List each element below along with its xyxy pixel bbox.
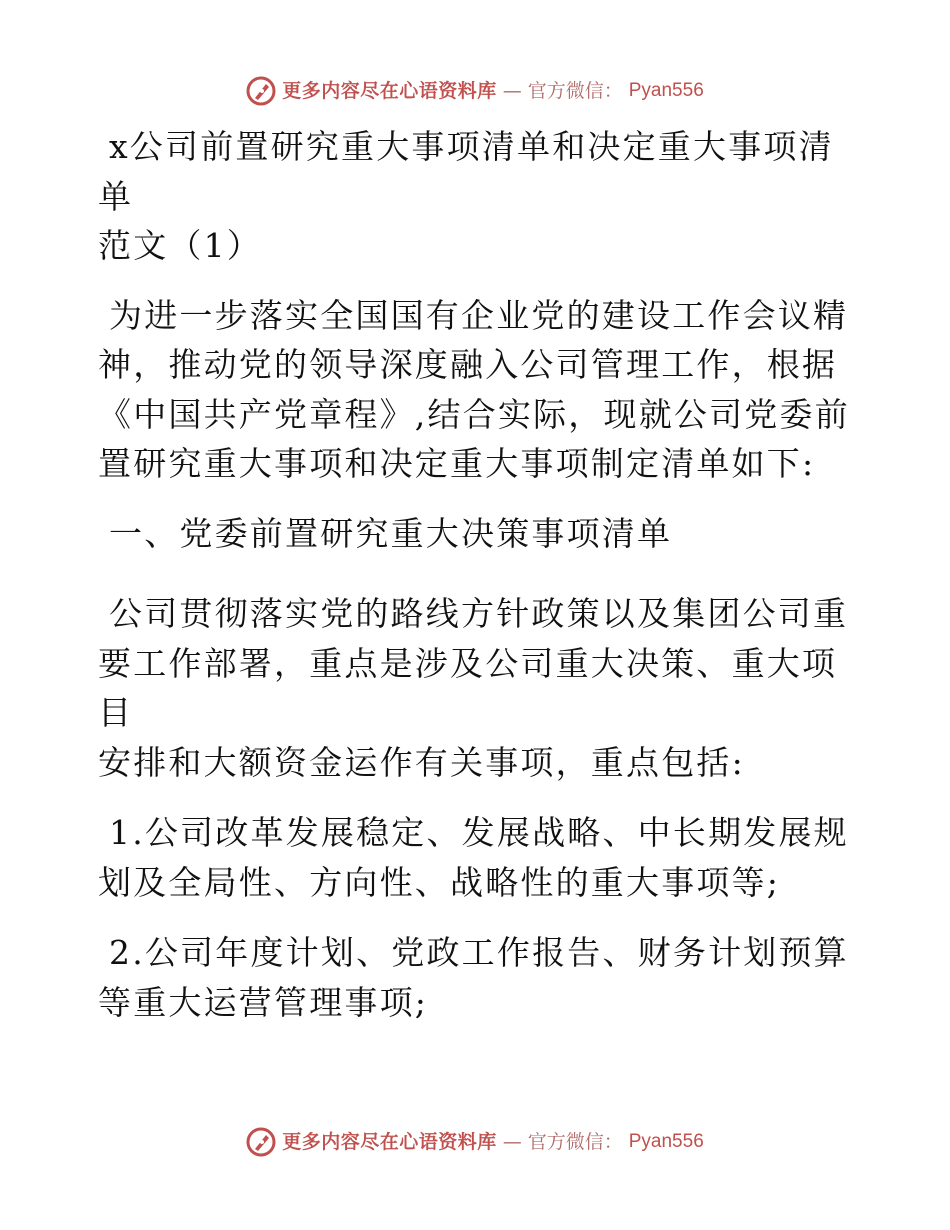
watermark-label: 官方微信： bbox=[527, 1131, 623, 1153]
intro-line-4: 置研究重大事项和决定重大事项制定清单如下: bbox=[98, 444, 816, 483]
section-1-body-line-3: 安排和大额资金运作有关事项，重点包括: bbox=[98, 742, 745, 782]
title-line-2: 范文（1） bbox=[98, 226, 262, 265]
section-1-heading-text: 一、党委前置研究重大决策事项清单 bbox=[109, 513, 673, 553]
watermark-separator: — bbox=[502, 1131, 522, 1153]
section-1-body-line-1: 公司贯彻落实党的路线方针政策以及集团公司重 bbox=[109, 594, 849, 633]
intro-line-3: 《中国共产党章程》,结合实际，现就公司党委前 bbox=[98, 394, 850, 434]
document-body bbox=[98, 122, 858, 1027]
list-item-1 bbox=[98, 808, 858, 907]
watermark-wechat-id: Pyan556 bbox=[628, 1131, 704, 1152]
watermark-main-text: 更多内容尽在心语资料库 bbox=[282, 1131, 497, 1153]
list-item-2-line-1: 2.公司年度计划、党政工作报告、财务计划预算 bbox=[109, 933, 849, 972]
watermark-label: 官方微信： bbox=[527, 80, 623, 102]
list-item-2-line-2: 等重大运营管理事项; bbox=[98, 982, 429, 1022]
watermark-header bbox=[0, 76, 950, 106]
title-line-1: x公司前置研究重大事项清单和决定重大事项清单 bbox=[98, 127, 834, 216]
document-title bbox=[98, 122, 858, 271]
pen-nib-logo-icon bbox=[246, 1127, 276, 1157]
list-item-2 bbox=[98, 928, 858, 1027]
watermark-footer bbox=[0, 1127, 950, 1157]
pen-nib-logo-icon bbox=[246, 76, 276, 106]
intro-line-1: 为进一步落实全国国有企业党的建设工作会议精 bbox=[109, 295, 849, 335]
watermark-separator: — bbox=[502, 80, 522, 102]
list-item-1-line-2: 划及全局性、方向性、战略性的重大事项等; bbox=[98, 862, 781, 902]
intro-line-2: 神，推动党的领导深度融入公司管理工作，根据 bbox=[98, 345, 838, 384]
section-1-heading bbox=[98, 509, 858, 559]
list-item-1-line-1: 1.公司改革发展稳定、发展战略、中长期发展规 bbox=[109, 813, 849, 852]
section-1-body bbox=[98, 589, 858, 787]
intro-paragraph bbox=[98, 291, 858, 489]
section-1-body-line-2: 要工作部署，重点是涉及公司重大决策、重大项目 bbox=[98, 643, 838, 732]
watermark-main-text: 更多内容尽在心语资料库 bbox=[282, 80, 497, 102]
watermark-wechat-id: Pyan556 bbox=[628, 80, 704, 101]
